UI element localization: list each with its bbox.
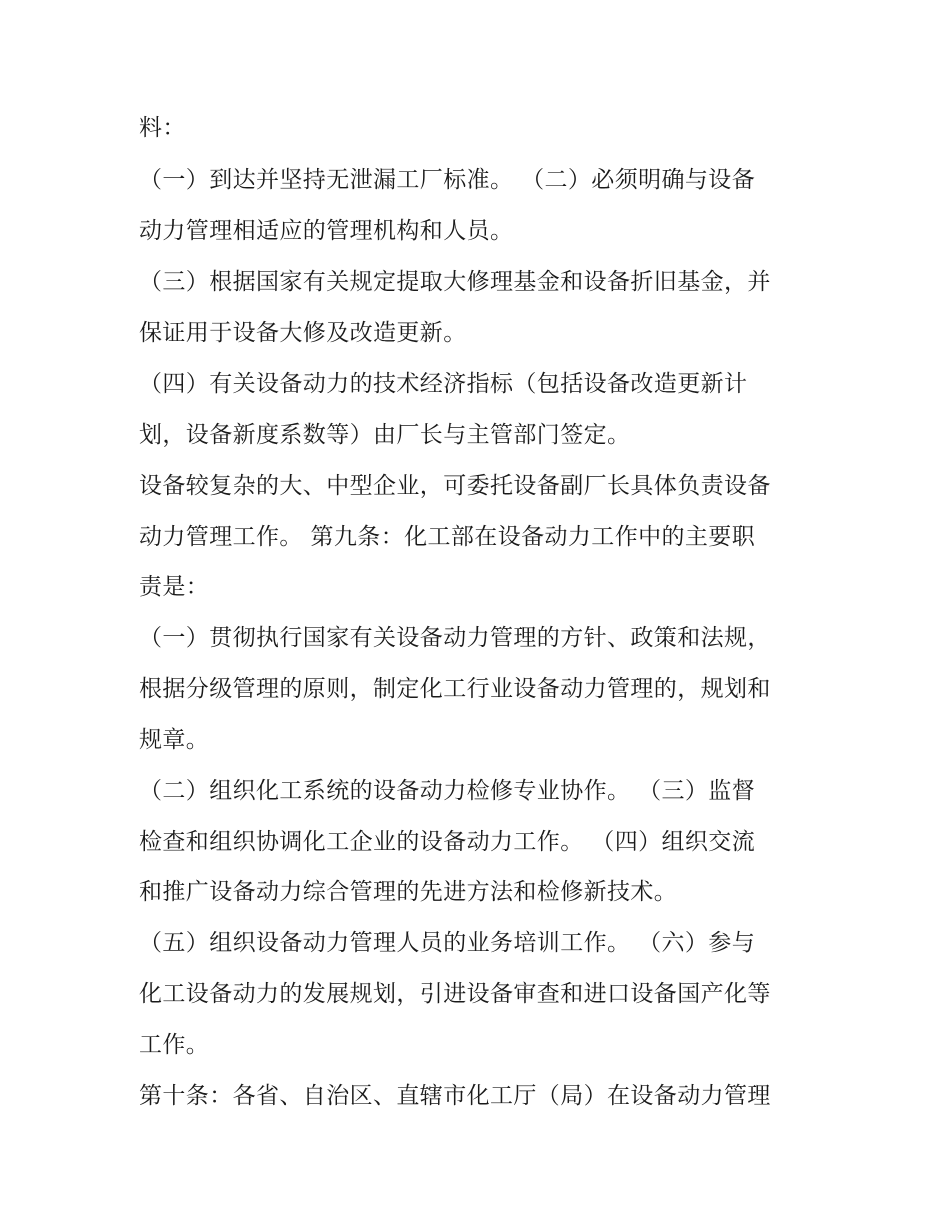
- text-line: 料：: [139, 115, 186, 141]
- text-line: 根据分级管理的原则，制定化工行业设备动力管理的，规划和: [139, 676, 771, 702]
- text-line: 责是：: [139, 574, 210, 600]
- text-line: 化工设备动力的发展规划，引进设备审查和进口设备国产化等: [139, 981, 771, 1007]
- text-line: 划，设备新度系数等）由厂长与主管部门签定。: [139, 422, 631, 448]
- text-line: （四）有关设备动力的技术经济指标（包括设备改造更新计: [139, 371, 748, 397]
- text-line: 第十条：各省、自治区、直辖市化工厅（局）在设备动力管理: [139, 1083, 771, 1109]
- text-line: （三）根据国家有关规定提取大修理基金和设备折旧基金，并: [139, 269, 771, 295]
- text-line: （二）组织化工系统的设备动力检修专业协作。 （三）监督: [139, 778, 756, 804]
- text-line: 设备较复杂的大、中型企业，可委托设备副厂长具体负责设备: [139, 473, 771, 499]
- text-line: （一）贯彻执行国家有关设备动力管理的方针、政策和法规，: [139, 625, 771, 651]
- text-line: 动力管理工作。 第九条：化工部在设备动力工作中的主要职: [139, 524, 756, 550]
- text-line: 工作。: [139, 1032, 210, 1058]
- text-line: 和推广设备动力综合管理的先进方法和检修新技术。: [139, 879, 678, 905]
- text-line: 规章。: [139, 727, 210, 753]
- text-line: （一）到达并坚持无泄漏工厂标准。 （二）必须明确与设备: [139, 167, 756, 193]
- text-line: （五）组织设备动力管理人员的业务培训工作。 （六）参与: [139, 930, 756, 956]
- text-line: 检查和组织协调化工企业的设备动力工作。 （四）组织交流: [139, 829, 756, 855]
- text-line: 保证用于设备大修及改造更新。: [139, 320, 467, 346]
- text-line: 动力管理相适应的管理机构和人员。: [139, 218, 514, 244]
